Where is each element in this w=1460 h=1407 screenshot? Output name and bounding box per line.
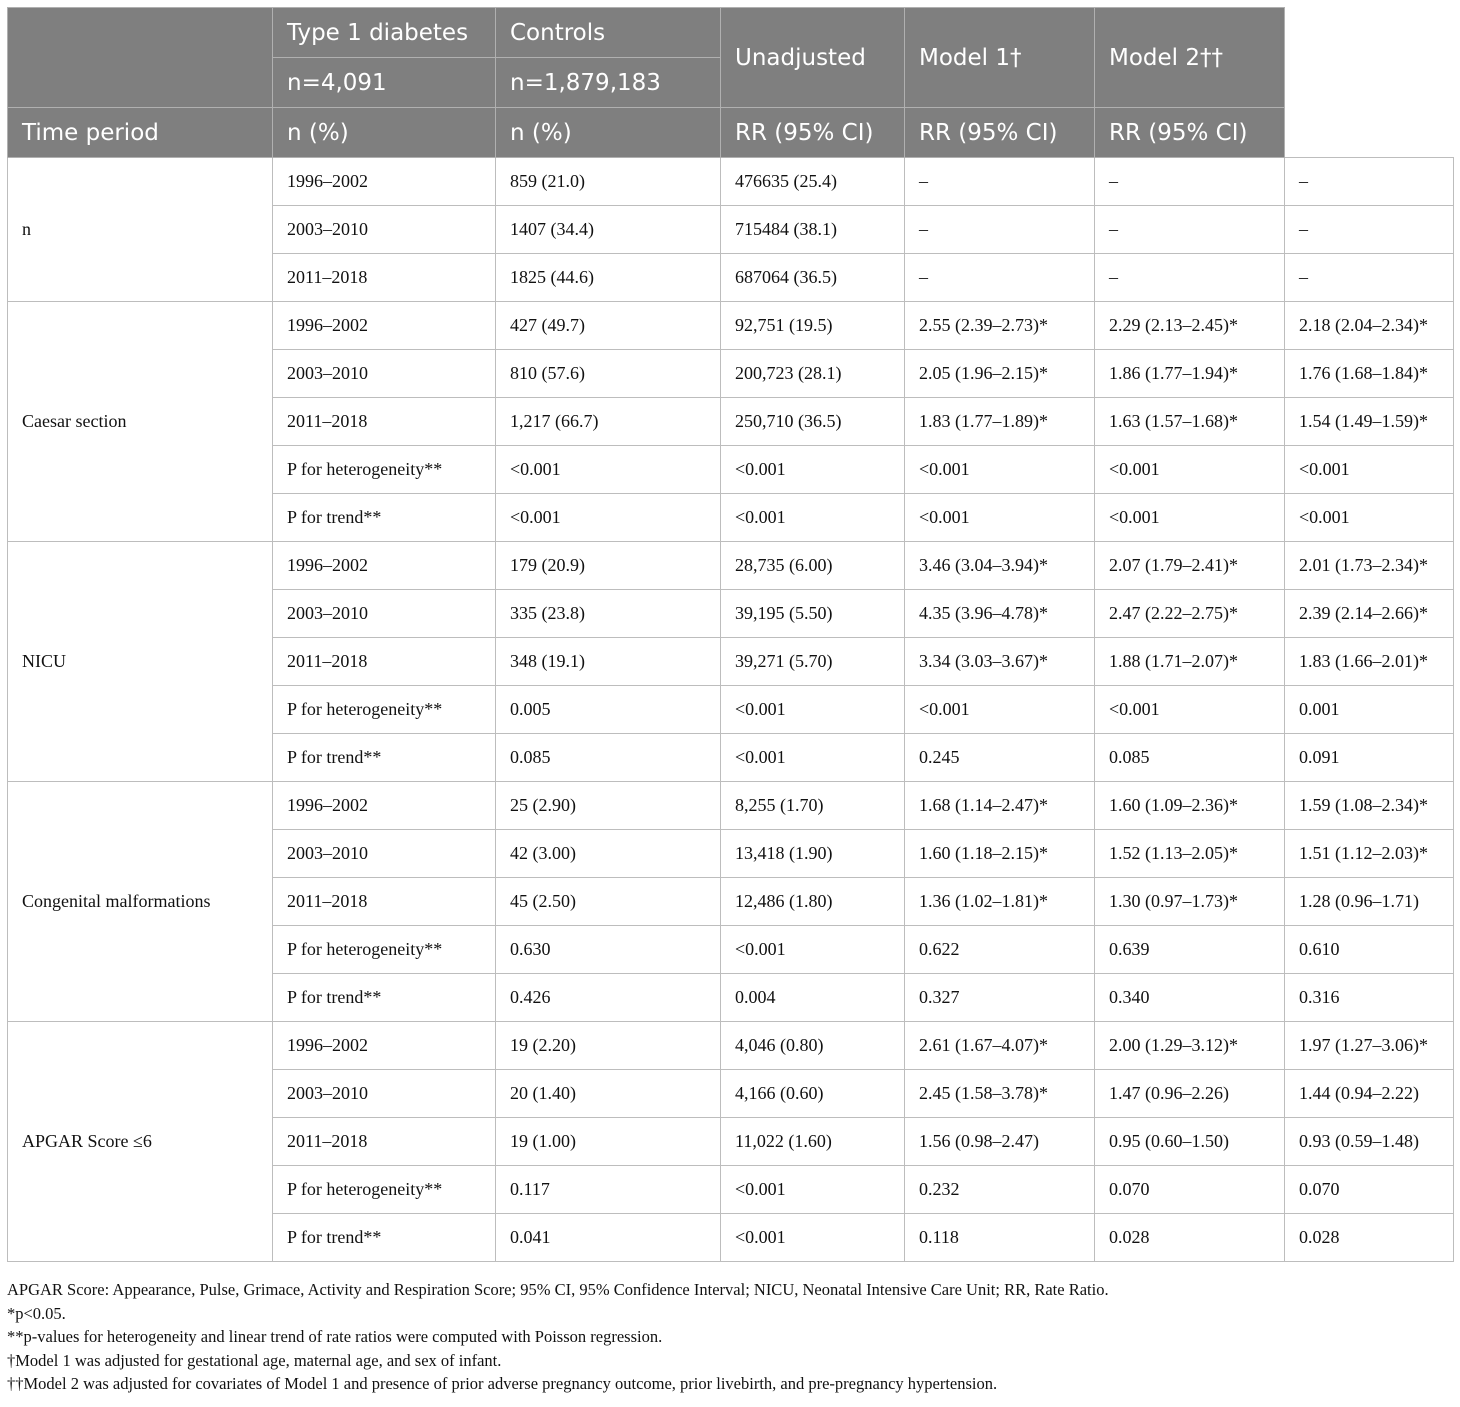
cell-model2: – [1285, 206, 1454, 254]
cell-model2: 1.59 (1.08–2.34)* [1285, 782, 1454, 830]
cell-period: 2003–2010 [273, 350, 496, 398]
cell-t1d: <0.001 [496, 494, 721, 542]
table-row [8, 782, 1454, 830]
cell-model1: – [1095, 206, 1285, 254]
cell-unadjusted: 1.56 (0.98–2.47) [905, 1118, 1095, 1166]
cell-t1d: <0.001 [496, 446, 721, 494]
cell-model2: 2.18 (2.04–2.34)* [1285, 302, 1454, 350]
cell-period: 2011–2018 [273, 638, 496, 686]
cell-model2: 0.610 [1285, 926, 1454, 974]
cell-model2: 2.01 (1.73–2.34)* [1285, 542, 1454, 590]
cell-model2: 1.83 (1.66–2.01)* [1285, 638, 1454, 686]
header-model1: Model 1† [905, 8, 1095, 108]
cell-model2: 0.316 [1285, 974, 1454, 1022]
cell-model1: <0.001 [1095, 446, 1285, 494]
cell-period: 2003–2010 [273, 830, 496, 878]
cell-unadjusted: 0.245 [905, 734, 1095, 782]
table-row [8, 302, 1454, 350]
footnotes [7, 1278, 1453, 1396]
cell-model2: 1.44 (0.94–2.22) [1285, 1070, 1454, 1118]
cell-model1: 0.070 [1095, 1166, 1285, 1214]
cell-controls: 200,723 (28.1) [721, 350, 905, 398]
cell-controls: 715484 (38.1) [721, 206, 905, 254]
results-table [7, 7, 1454, 1262]
cell-t1d: 335 (23.8) [496, 590, 721, 638]
cell-period: 1996–2002 [273, 1022, 496, 1070]
cell-t1d: 0.117 [496, 1166, 721, 1214]
cell-unadjusted: – [905, 158, 1095, 206]
cell-unadjusted: 0.232 [905, 1166, 1095, 1214]
cell-controls: 12,486 (1.80) [721, 878, 905, 926]
cell-t1d: 427 (49.7) [496, 302, 721, 350]
cell-controls: 8,255 (1.70) [721, 782, 905, 830]
cell-controls: 39,271 (5.70) [721, 638, 905, 686]
cell-t1d: 0.041 [496, 1214, 721, 1262]
cell-unadjusted: – [905, 206, 1095, 254]
cell-model2: – [1285, 254, 1454, 302]
cell-model1: 1.63 (1.57–1.68)* [1095, 398, 1285, 446]
cell-model1: 0.340 [1095, 974, 1285, 1022]
cell-model1: <0.001 [1095, 494, 1285, 542]
cell-model2: 1.76 (1.68–1.84)* [1285, 350, 1454, 398]
header-controls-stat: n (%) [496, 108, 721, 158]
cell-unadjusted: <0.001 [905, 494, 1095, 542]
cell-unadjusted: 3.46 (3.04–3.94)* [905, 542, 1095, 590]
cell-t1d: 0.426 [496, 974, 721, 1022]
cell-t1d: 810 (57.6) [496, 350, 721, 398]
cell-period: P for trend** [273, 494, 496, 542]
header-row-1 [8, 8, 1454, 58]
cell-unadjusted: 4.35 (3.96–4.78)* [905, 590, 1095, 638]
cell-t1d: 179 (20.9) [496, 542, 721, 590]
header-time-period: Time period [8, 108, 273, 158]
cell-model2: 2.39 (2.14–2.66)* [1285, 590, 1454, 638]
cell-t1d: 1407 (34.4) [496, 206, 721, 254]
cell-t1d: 45 (2.50) [496, 878, 721, 926]
header-t1d-n: n=4,091 [273, 58, 496, 108]
cell-model2: <0.001 [1285, 446, 1454, 494]
header-t1d: Type 1 diabetes [273, 8, 496, 58]
cell-controls: <0.001 [721, 926, 905, 974]
cell-model2: 0.93 (0.59–1.48) [1285, 1118, 1454, 1166]
cell-unadjusted: 2.55 (2.39–2.73)* [905, 302, 1095, 350]
cell-controls: <0.001 [721, 1166, 905, 1214]
group-label: Congenital malformations [8, 782, 273, 1022]
cell-unadjusted: 3.34 (3.03–3.67)* [905, 638, 1095, 686]
cell-unadjusted: 0.622 [905, 926, 1095, 974]
cell-model1: <0.001 [1095, 686, 1285, 734]
cell-model1: 2.47 (2.22–2.75)* [1095, 590, 1285, 638]
cell-model2: 0.070 [1285, 1166, 1454, 1214]
cell-model2: 1.54 (1.49–1.59)* [1285, 398, 1454, 446]
cell-controls: 28,735 (6.00) [721, 542, 905, 590]
cell-controls: 92,751 (19.5) [721, 302, 905, 350]
cell-controls: 476635 (25.4) [721, 158, 905, 206]
cell-model2: 1.28 (0.96–1.71) [1285, 878, 1454, 926]
cell-model1: 2.07 (1.79–2.41)* [1095, 542, 1285, 590]
cell-model2: 0.091 [1285, 734, 1454, 782]
header-model1-stat: RR (95% CI) [905, 108, 1095, 158]
cell-controls: 4,046 (0.80) [721, 1022, 905, 1070]
cell-period: P for trend** [273, 734, 496, 782]
group-label: NICU [8, 542, 273, 782]
cell-unadjusted: 2.05 (1.96–2.15)* [905, 350, 1095, 398]
cell-unadjusted: 2.45 (1.58–3.78)* [905, 1070, 1095, 1118]
cell-controls: 11,022 (1.60) [721, 1118, 905, 1166]
table-header [8, 8, 1454, 158]
cell-t1d: 20 (1.40) [496, 1070, 721, 1118]
cell-model2: 0.001 [1285, 686, 1454, 734]
cell-model1: – [1095, 158, 1285, 206]
cell-t1d: 859 (21.0) [496, 158, 721, 206]
header-unadjusted-stat: RR (95% CI) [721, 108, 905, 158]
cell-t1d: 1825 (44.6) [496, 254, 721, 302]
cell-period: 1996–2002 [273, 782, 496, 830]
cell-t1d: 348 (19.1) [496, 638, 721, 686]
cell-controls: <0.001 [721, 734, 905, 782]
footnote: †Model 1 was adjusted for gestational age, maternal age, and sex of infant. [7, 1350, 502, 1370]
cell-model1: 1.52 (1.13–2.05)* [1095, 830, 1285, 878]
header-controls: Controls [496, 8, 721, 58]
cell-controls: 4,166 (0.60) [721, 1070, 905, 1118]
cell-model2: 1.97 (1.27–3.06)* [1285, 1022, 1454, 1070]
cell-period: P for heterogeneity** [273, 686, 496, 734]
cell-unadjusted: 1.68 (1.14–2.47)* [905, 782, 1095, 830]
table-row [8, 158, 1454, 206]
cell-period: 2011–2018 [273, 878, 496, 926]
cell-t1d: 0.630 [496, 926, 721, 974]
cell-controls: <0.001 [721, 446, 905, 494]
cell-t1d: 19 (1.00) [496, 1118, 721, 1166]
cell-model1: 0.95 (0.60–1.50) [1095, 1118, 1285, 1166]
cell-model1: – [1095, 254, 1285, 302]
cell-controls: 250,710 (36.5) [721, 398, 905, 446]
cell-model1: 2.29 (2.13–2.45)* [1095, 302, 1285, 350]
cell-unadjusted: – [905, 254, 1095, 302]
cell-controls: <0.001 [721, 494, 905, 542]
cell-t1d: 25 (2.90) [496, 782, 721, 830]
header-blank-cell [8, 8, 273, 108]
table-body [8, 158, 1454, 1262]
cell-t1d: 1,217 (66.7) [496, 398, 721, 446]
table-row [8, 542, 1454, 590]
cell-model2: 1.51 (1.12–2.03)* [1285, 830, 1454, 878]
cell-unadjusted: 1.83 (1.77–1.89)* [905, 398, 1095, 446]
cell-period: 2003–2010 [273, 206, 496, 254]
cell-period: 1996–2002 [273, 158, 496, 206]
cell-period: 1996–2002 [273, 542, 496, 590]
cell-period: 2011–2018 [273, 398, 496, 446]
cell-unadjusted: 0.327 [905, 974, 1095, 1022]
cell-period: 2003–2010 [273, 1070, 496, 1118]
cell-controls: 0.004 [721, 974, 905, 1022]
group-label: APGAR Score ≤6 [8, 1022, 273, 1262]
cell-model2: 0.028 [1285, 1214, 1454, 1262]
cell-model1: 1.30 (0.97–1.73)* [1095, 878, 1285, 926]
cell-controls: 687064 (36.5) [721, 254, 905, 302]
cell-unadjusted: 1.36 (1.02–1.81)* [905, 878, 1095, 926]
cell-model1: 1.60 (1.09–2.36)* [1095, 782, 1285, 830]
cell-model1: 1.86 (1.77–1.94)* [1095, 350, 1285, 398]
cell-controls: 13,418 (1.90) [721, 830, 905, 878]
cell-unadjusted: 2.61 (1.67–4.07)* [905, 1022, 1095, 1070]
cell-period: 1996–2002 [273, 302, 496, 350]
cell-model1: 0.085 [1095, 734, 1285, 782]
cell-model1: 1.88 (1.71–2.07)* [1095, 638, 1285, 686]
cell-period: P for trend** [273, 974, 496, 1022]
cell-period: 2011–2018 [273, 1118, 496, 1166]
cell-model1: 0.639 [1095, 926, 1285, 974]
cell-unadjusted: 0.118 [905, 1214, 1095, 1262]
cell-t1d: 0.085 [496, 734, 721, 782]
cell-model1: 0.028 [1095, 1214, 1285, 1262]
cell-period: 2011–2018 [273, 254, 496, 302]
header-model2: Model 2†† [1095, 8, 1285, 108]
cell-unadjusted: 1.60 (1.18–2.15)* [905, 830, 1095, 878]
footnote: **p-values for heterogeneity and linear trend of rate ratios were computed with Poisson regression. [7, 1327, 663, 1347]
group-label: n [8, 158, 273, 302]
cell-unadjusted: <0.001 [905, 686, 1095, 734]
cell-controls: <0.001 [721, 1214, 905, 1262]
cell-t1d: 19 (2.20) [496, 1022, 721, 1070]
group-label: Caesar section [8, 302, 273, 542]
cell-model2: – [1285, 158, 1454, 206]
cell-period: P for trend** [273, 1214, 496, 1262]
cell-t1d: 42 (3.00) [496, 830, 721, 878]
cell-period: P for heterogeneity** [273, 926, 496, 974]
cell-period: P for heterogeneity** [273, 446, 496, 494]
footnote: *p<0.05. [7, 1303, 66, 1323]
cell-unadjusted: <0.001 [905, 446, 1095, 494]
footnote: ††Model 2 was adjusted for covariates of Model 1 and presence of prior adverse pregnancy outcome, prior livebirth, and pre-pregnancy hypertension. [7, 1374, 998, 1394]
cell-period: P for heterogeneity** [273, 1166, 496, 1214]
table-row [8, 1022, 1454, 1070]
header-model2-stat: RR (95% CI) [1095, 108, 1285, 158]
cell-t1d: 0.005 [496, 686, 721, 734]
cell-controls: 39,195 (5.50) [721, 590, 905, 638]
header-controls-n: n=1,879,183 [496, 58, 721, 108]
cell-model1: 1.47 (0.96–2.26) [1095, 1070, 1285, 1118]
header-t1d-stat: n (%) [273, 108, 496, 158]
header-unadjusted: Unadjusted [721, 8, 905, 108]
footnote: APGAR Score: Appearance, Pulse, Grimace, Activity and Respiration Score; 95% CI, 95% Confidence Interval; NICU, Neonatal Intensive Care Unit; RR, Rate Ratio. [7, 1280, 1109, 1299]
cell-controls: <0.001 [721, 686, 905, 734]
cell-model1: 2.00 (1.29–3.12)* [1095, 1022, 1285, 1070]
cell-model2: <0.001 [1285, 494, 1454, 542]
cell-period: 2003–2010 [273, 590, 496, 638]
header-row-3 [8, 108, 1454, 158]
